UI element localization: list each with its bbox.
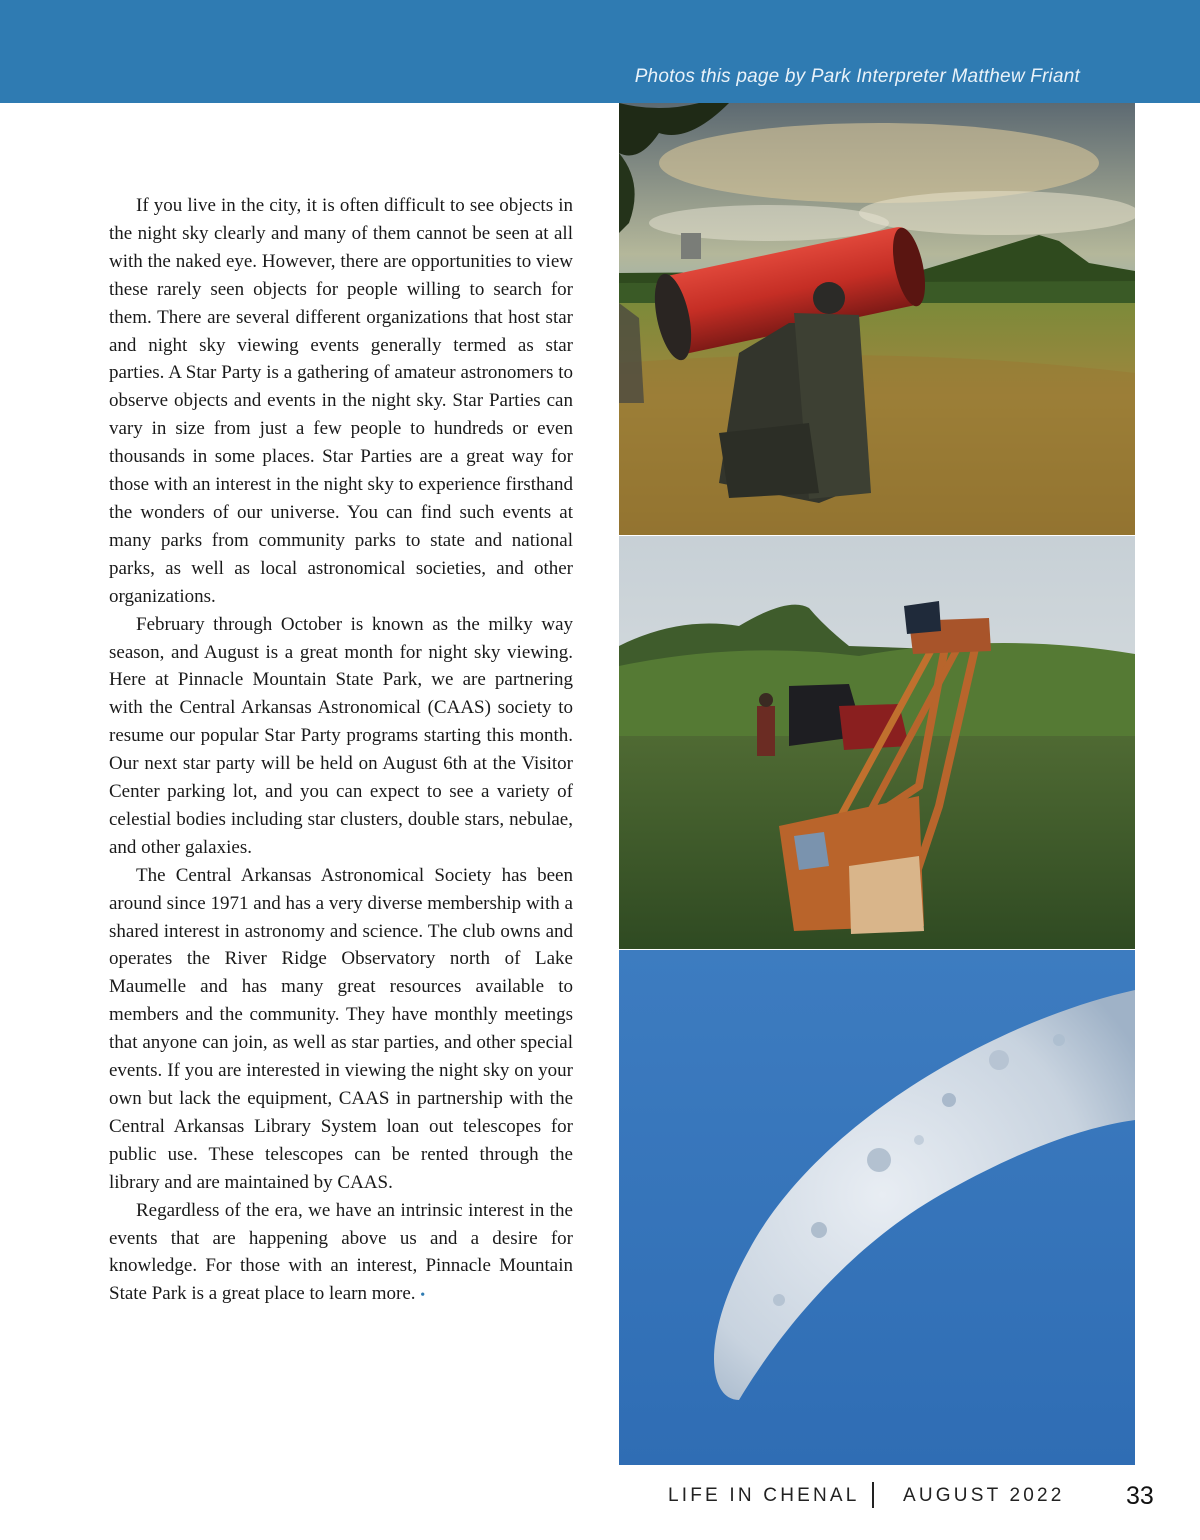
article-paragraph-last: [109, 1197, 573, 1311]
photo-crescent-moon: [619, 950, 1135, 1465]
top-banner: [0, 0, 1200, 103]
page-number: 33: [1126, 1482, 1154, 1510]
article-paragraph: The Central Arkansas Astronomical Society has been around since 1971 and has a very diverse membership with a shared interest in astronomy and science. The club owns and operates the River Ridge Observatory north of Lake Maumelle and has many great resources available to members and the community. They have monthly meetings that anyone can join, as well as star parties, and other special events. If you are interested in viewing the night sky on your own but lack the equipment, CAAS in partnership with the Central Arkansas Library System loan out telescopes for public use. These telescopes can be rented through the library and are maintained by CAAS.: [109, 864, 573, 1193]
article-paragraph-text: Regardless of the era, we have an intrinsic interest in the events that are happening above us and a desire for knowledge. For those with an interest, Pinnacle Mountain State Park is a great place to learn more.: [109, 1199, 573, 1305]
footer-separator: [872, 1482, 874, 1508]
end-mark: •: [420, 1288, 426, 1304]
crescent-moon-image: [619, 950, 1135, 1465]
publication-name: LIFE IN CHENAL: [668, 1485, 860, 1506]
photo-column: [619, 103, 1135, 1465]
photo-credit: Photos this page by Park Interpreter Matthew Friant: [634, 66, 1080, 87]
red-telescope-image: [619, 103, 1135, 535]
photo-red-telescope: [619, 103, 1135, 535]
issue-date: AUGUST 2022: [903, 1485, 1065, 1506]
wooden-telescope-image: [619, 536, 1135, 949]
photo-wooden-telescope: [619, 536, 1135, 949]
article-paragraph: If you live in the city, it is often difficult to see objects in the night sky clearly and many of them cannot be seen at all with the naked eye. However, there are opportunities to view these rarely seen objects for people willing to search for them. There are several different organizations that host star and night sky viewing events generally termed as star parties. A Star Party is a gathering of amateur astronomers to observe objects and events in the night sky. Star Parties can vary in size from just a few people to hundreds or even thousands in some places. Star Parties are a great way for those with an interest in the night sky to experience firsthand the wonders of our universe. You can find such events at many parks from community parks to state and national parks, as well as local astronomical societies, and other organizations.: [109, 195, 573, 607]
article-body: [109, 192, 573, 1310]
page-footer: [0, 1482, 1200, 1512]
article-paragraph: February through October is known as the milky way season, and August is a great month for night sky viewing. Here at Pinnacle Mountain State Park, we are partnering with the Central Arkansas Astronomical (CAAS) society to resume our popular Star Party programs starting this month. Our next star party will be held on August 6th at the Visitor Center parking lot, and you can expect to see a variety of celestial bodies including star clusters, double stars, nebulae, and other galaxies.: [109, 613, 573, 858]
